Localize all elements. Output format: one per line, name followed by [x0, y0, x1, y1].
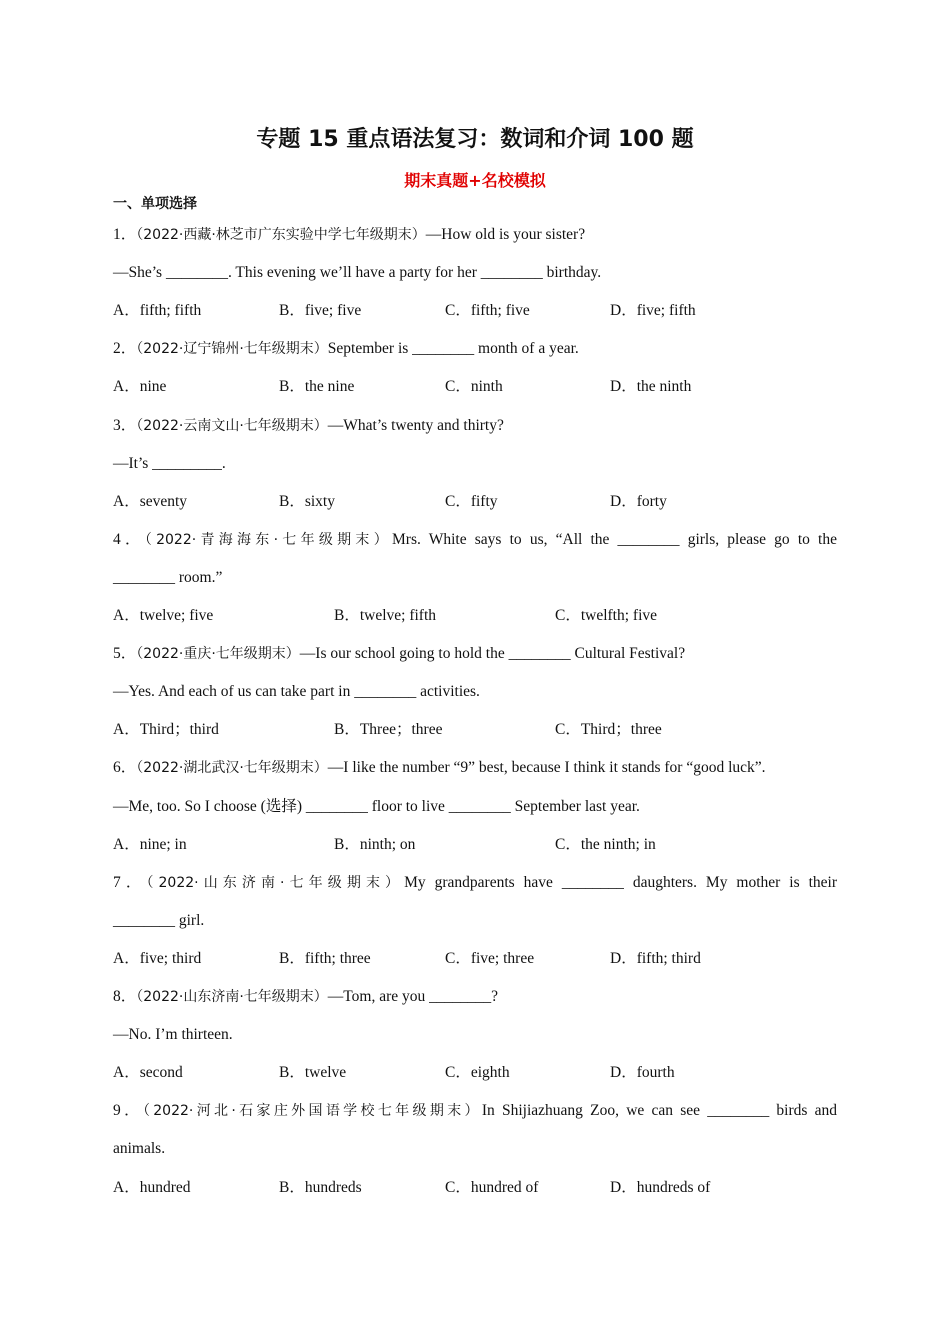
answer-options [113, 490, 837, 514]
answer-option[interactable]: A．nine [113, 378, 167, 396]
question-text: —I like the number “9” best, because I think it stands for “good luck”. [327, 759, 766, 777]
page-subtitle: 期末真题+名校模拟 [404, 171, 546, 190]
question-continuation: ________ room.” [113, 568, 223, 586]
answer-option[interactable]: C．fifth; five [445, 302, 530, 320]
answer-option[interactable]: A．twelve; five [113, 607, 214, 624]
answer-option[interactable]: B．the nine [279, 378, 355, 396]
answer-option[interactable]: A．seventy [113, 492, 188, 510]
answer-option[interactable]: C．eighth [445, 1064, 510, 1082]
question-number: 4． [113, 530, 145, 548]
answer-options [113, 947, 837, 971]
question-stem [113, 337, 837, 361]
answer-option[interactable]: D．hundreds of [610, 1178, 711, 1196]
question-continuation: —No. I’m thirteen. [113, 1026, 233, 1044]
question-continuation: ________ girl. [113, 911, 205, 929]
question-source: （2022·辽宁锦州·七年级期末） [136, 341, 328, 358]
question-continuation: animals. [113, 1140, 166, 1158]
answer-options [113, 604, 837, 628]
question-stem [113, 871, 837, 895]
question-continuation: —It’s _________. [113, 454, 226, 472]
question-number: 8． [113, 988, 137, 1005]
answer-option[interactable]: A．five; third [113, 949, 202, 967]
question-stem [113, 642, 837, 666]
question-source: （2022·山东济南·七年级期末） [136, 989, 328, 1005]
question-stem [113, 985, 837, 1009]
question-text: —Tom, are you ________? [327, 988, 499, 1005]
question-text: Mrs. White says to us, “All the ________ girls, please go to the [392, 530, 837, 548]
question-number: 9． [113, 1102, 143, 1120]
question-source: （2022·山东济南·七年级期末） [146, 874, 405, 891]
question-stem [113, 414, 837, 438]
question-stem [113, 223, 837, 247]
answer-option[interactable]: B．ninth; on [334, 835, 416, 853]
answer-option[interactable]: D．forty [610, 492, 667, 510]
section-heading: 一、单项选择 [113, 196, 197, 212]
answer-options [113, 1176, 837, 1200]
answer-options [113, 718, 837, 742]
question-number: 2． [113, 340, 137, 358]
question-number: 1． [113, 226, 137, 243]
question-number: 7． [113, 873, 147, 891]
answer-option[interactable]: C．hundred of [445, 1178, 539, 1196]
answer-option[interactable]: B．five; five [279, 302, 362, 320]
answer-options [113, 1061, 837, 1085]
answer-option[interactable]: D．fourth [610, 1064, 675, 1082]
question-text: My grandparents have ________ daughters. My mother is their [404, 873, 837, 891]
answer-option[interactable]: A．hundred [113, 1178, 191, 1196]
answer-option[interactable]: D．fifth; third [610, 949, 701, 967]
question-text: In Shijiazhuang Zoo, we can see ________ birds and [481, 1102, 837, 1120]
question-stem [113, 528, 837, 552]
answer-option[interactable]: B．hundreds [279, 1178, 362, 1196]
question-continuation: —Me, too. So I choose (选择) ________ floor to live ________ September last year. [113, 797, 640, 815]
question-stem [113, 1099, 837, 1123]
answer-option[interactable]: C．five; three [445, 949, 535, 967]
question-source: （2022·云南文山·七年级期末） [136, 417, 328, 434]
question-text: —How old is your sister? [425, 226, 586, 243]
answer-option[interactable]: C．the ninth; in [555, 835, 656, 853]
question-text: —What’s twenty and thirty? [327, 416, 504, 434]
question-number: 5． [113, 645, 137, 663]
answer-option[interactable]: C．ninth [445, 378, 503, 396]
answer-option[interactable]: C．Third；three [555, 721, 662, 739]
answer-option[interactable]: A．second [113, 1064, 183, 1082]
answer-option[interactable]: B．twelve [279, 1064, 347, 1082]
answer-option[interactable]: A．nine; in [113, 835, 187, 853]
question-number: 3． [113, 416, 137, 434]
answer-option[interactable]: D．the ninth [610, 378, 692, 396]
answer-option[interactable]: A．fifth; fifth [113, 302, 202, 320]
answer-option[interactable]: B．sixty [279, 492, 335, 510]
question-continuation: —Yes. And each of us can take part in ________ activities. [113, 683, 480, 701]
answer-option[interactable]: B．fifth; three [279, 949, 371, 967]
answer-options [113, 375, 837, 399]
answer-option[interactable]: A．Third；third [113, 721, 219, 739]
question-text: —Is our school going to hold the ________ Cultural Festival? [299, 645, 686, 663]
answer-option[interactable]: B．Three；three [334, 721, 443, 739]
question-continuation: —She’s ________. This evening we’ll have a party for her ________ birthday. [113, 264, 602, 282]
answer-option[interactable]: C．twelfth; five [555, 607, 658, 624]
question-source: （2022·西藏·林芝市广东实验中学七年级期末） [136, 227, 426, 243]
question-source: （2022·重庆·七年级期末） [136, 646, 300, 663]
answer-options [113, 833, 837, 857]
question-source: （2022·湖北武汉·七年级期末） [136, 760, 328, 777]
answer-option[interactable]: D．five; fifth [610, 302, 696, 320]
answer-options [113, 299, 837, 323]
answer-option[interactable]: B．twelve; fifth [334, 607, 437, 624]
question-number: 6． [113, 759, 137, 777]
question-stem [113, 756, 837, 780]
answer-option[interactable]: C．fifty [445, 492, 498, 510]
question-source: （2022·青海海东·七年级期末） [144, 531, 392, 548]
page-title: 专题 15 重点语法复习：数词和介词 100 题 [256, 127, 694, 152]
question-text: September is ________ month of a year. [327, 340, 579, 358]
question-source: （2022·河北·石家庄外国语学校七年级期末） [142, 1103, 482, 1120]
